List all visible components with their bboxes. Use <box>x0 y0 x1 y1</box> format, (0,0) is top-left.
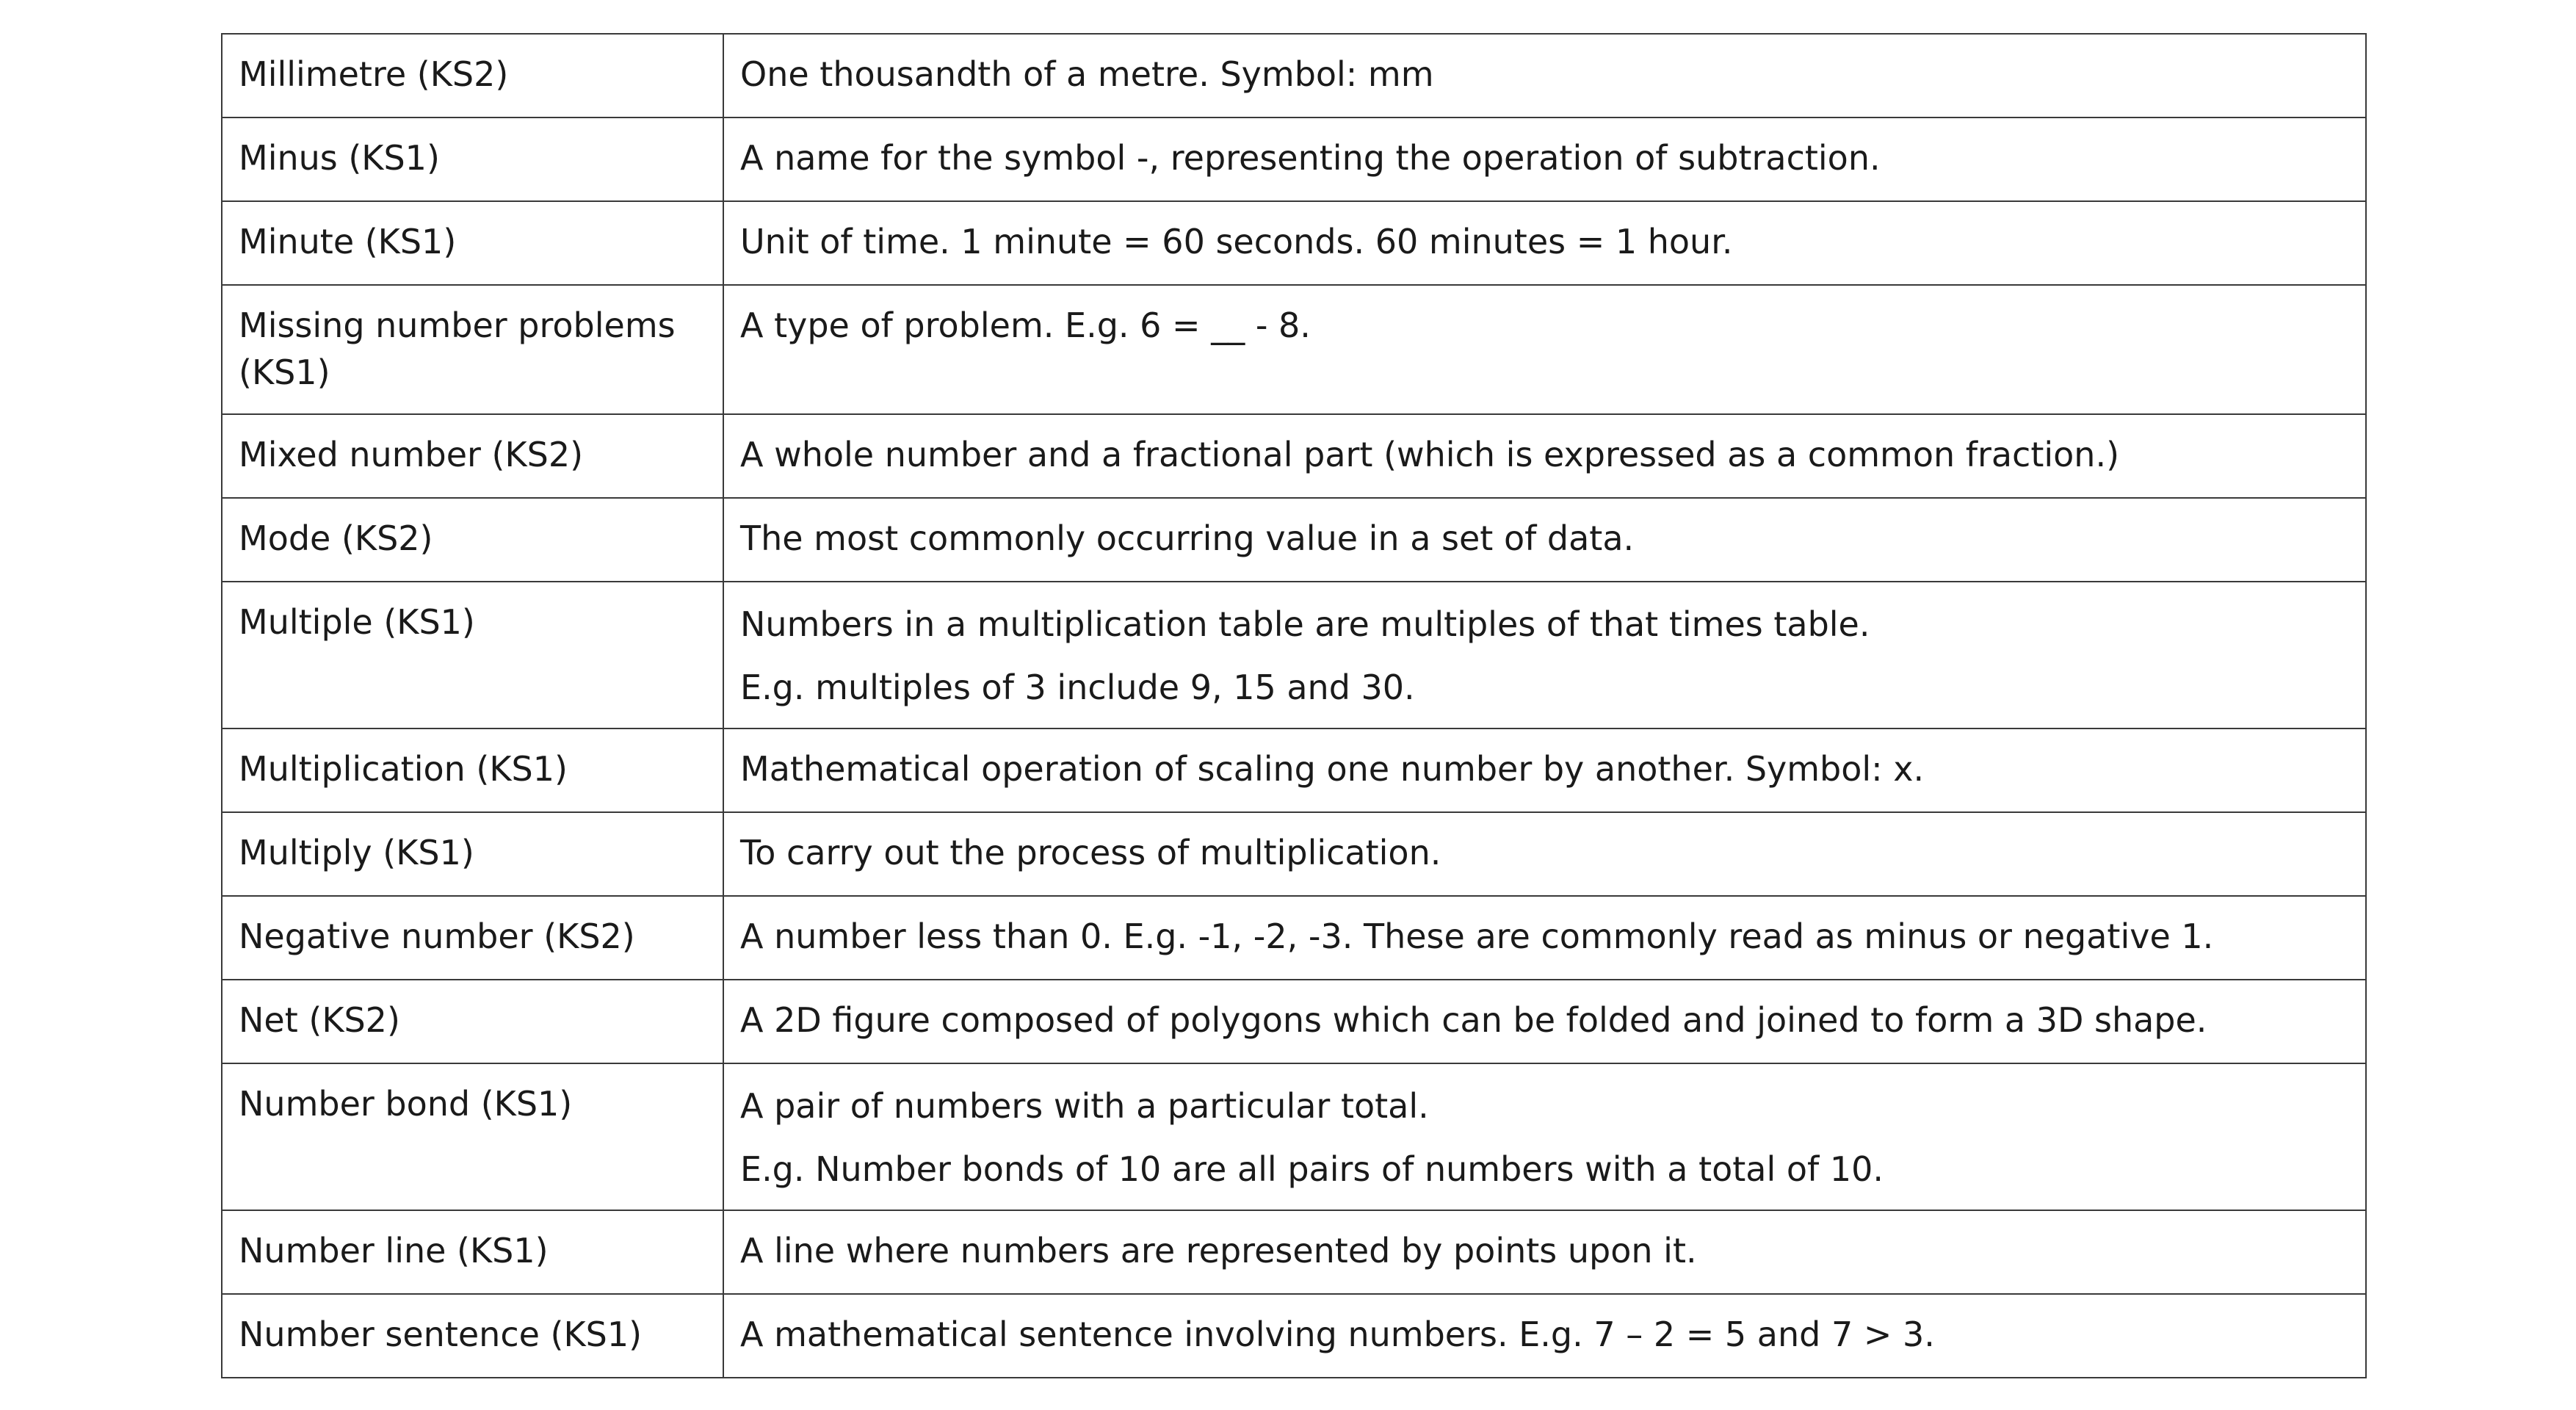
definition-line: A 2D figure composed of polygons which can be folded and joined to form a 3D shape. <box>740 1000 2207 1040</box>
term-cell: Minus (KS1) <box>222 118 723 201</box>
term-cell: Number sentence (KS1) <box>222 1294 723 1378</box>
term-cell: Minute (KS1) <box>222 201 723 285</box>
term-cell: Multiply (KS1) <box>222 812 723 896</box>
term-cell: Mode (KS2) <box>222 498 723 582</box>
term-cell: Multiple (KS1) <box>222 582 723 728</box>
table-row <box>222 498 2366 582</box>
table-row <box>222 1063 2366 1210</box>
table-row <box>222 34 2366 118</box>
term-cell: Mixed number (KS2) <box>222 414 723 498</box>
definition-line: A line where numbers are represented by points upon it. <box>740 1231 1697 1270</box>
definition-line: Numbers in a multiplication table are multiples of that times table. <box>740 604 1870 644</box>
definition-line: A type of problem. E.g. 6 = __ - 8. <box>740 306 1311 345</box>
definition-line: A whole number and a fractional part (which is expressed as a common fraction.) <box>740 435 2120 474</box>
table-row <box>222 285 2366 414</box>
term-cell: Net (KS2) <box>222 980 723 1063</box>
definition-cell <box>723 1210 2366 1294</box>
table-row <box>222 582 2366 728</box>
definition-cell <box>723 34 2366 118</box>
term-cell: Negative number (KS2) <box>222 896 723 980</box>
definition-cell <box>723 812 2366 896</box>
term-cell: Millimetre (KS2) <box>222 34 723 118</box>
term-cell: Missing number problems (KS1) <box>222 285 723 414</box>
definition-line: A mathematical sentence involving numbers. E.g. 7 – 2 = 5 and 7 > 3. <box>740 1315 1935 1354</box>
definition-line: A name for the symbol -, representing the operation of subtraction. <box>740 138 1881 178</box>
term-cell: Number bond (KS1) <box>222 1063 723 1210</box>
definition-line: One thousandth of a metre. Symbol: mm <box>740 54 1434 94</box>
definition-line: Mathematical operation of scaling one number by another. Symbol: x. <box>740 749 1925 789</box>
definition-cell <box>723 896 2366 980</box>
table-row <box>222 812 2366 896</box>
definition-cell <box>723 118 2366 201</box>
term-cell: Number line (KS1) <box>222 1210 723 1294</box>
definition-cell <box>723 285 2366 414</box>
table-row <box>222 896 2366 980</box>
definition-cell <box>723 201 2366 285</box>
table-row <box>222 118 2366 201</box>
definition-cell <box>723 1063 2366 1210</box>
definition-line: E.g. multiples of 3 include 9, 15 and 30. <box>740 668 1415 707</box>
table-row <box>222 728 2366 812</box>
definition-line: Unit of time. 1 minute = 60 seconds. 60 minutes = 1 hour. <box>740 222 1733 261</box>
term-cell: Multiplication (KS1) <box>222 728 723 812</box>
definition-cell <box>723 728 2366 812</box>
definition-line: To carry out the process of multiplication. <box>740 833 1441 872</box>
glossary-table <box>221 33 2367 1378</box>
definition-line: E.g. Number bonds of 10 are all pairs of numbers with a total of 10. <box>740 1149 1884 1189</box>
table-row <box>222 414 2366 498</box>
definition-cell <box>723 980 2366 1063</box>
definition-line: The most commonly occurring value in a set of data. <box>740 518 1635 558</box>
definition-line: A number less than 0. E.g. -1, -2, -3. These are commonly read as minus or negative 1. <box>740 916 2214 956</box>
definition-cell <box>723 498 2366 582</box>
definition-cell <box>723 1294 2366 1378</box>
definition-cell <box>723 414 2366 498</box>
table-row <box>222 1294 2366 1378</box>
table-row <box>222 980 2366 1063</box>
definition-cell <box>723 582 2366 728</box>
table-row <box>222 201 2366 285</box>
definition-line: A pair of numbers with a particular total. <box>740 1086 1429 1126</box>
table-row <box>222 1210 2366 1294</box>
